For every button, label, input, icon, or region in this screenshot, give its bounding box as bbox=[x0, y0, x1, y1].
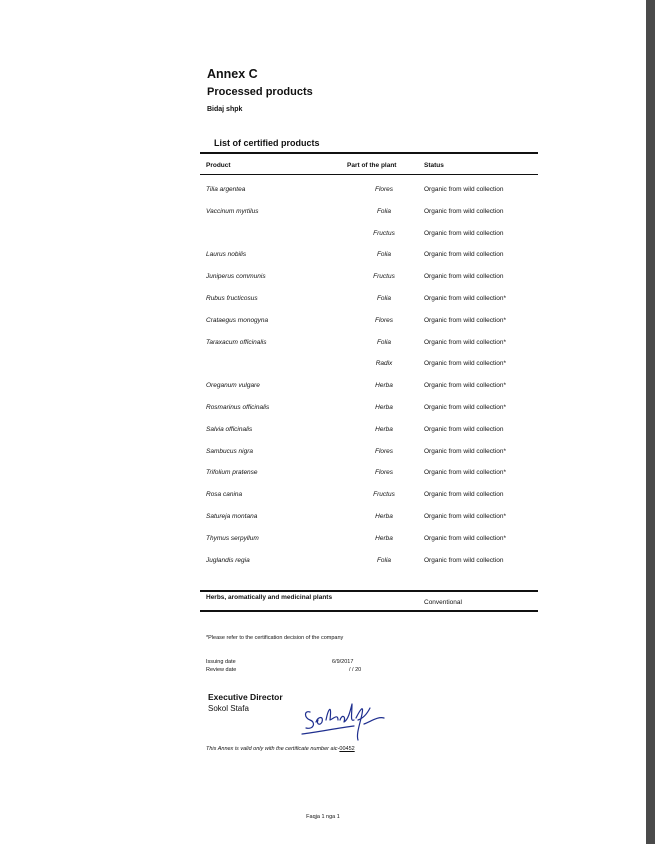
company-name: Bidaj shpk bbox=[207, 106, 243, 113]
product-cell: Rosmarinus officinalis bbox=[206, 404, 270, 411]
column-header-part: Part of the plant bbox=[347, 162, 397, 169]
status-cell: Organic from wild collection bbox=[424, 273, 504, 281]
table-row bbox=[0, 230, 655, 242]
review-date-value: / / 20 bbox=[349, 667, 362, 673]
part-cell: Fructus bbox=[373, 273, 395, 281]
table-row bbox=[0, 513, 655, 525]
status-cell: Organic from wild collection* bbox=[424, 469, 507, 477]
status-cell: Organic from wild collection bbox=[424, 425, 504, 433]
status-cell: Organic from wild collection bbox=[424, 229, 504, 237]
column-header-product: Product bbox=[206, 162, 231, 169]
part-cell: Herba bbox=[375, 404, 393, 411]
table-row bbox=[0, 208, 655, 220]
table-row bbox=[0, 382, 655, 394]
status-cell: Organic from wild collection* bbox=[424, 534, 507, 542]
product-cell: Rubus fructicosus bbox=[206, 295, 258, 302]
issuing-date-label: Issuing date bbox=[206, 659, 236, 665]
part-cell: Herba bbox=[375, 534, 393, 542]
product-cell: Juniperus communis bbox=[206, 273, 266, 281]
table-row bbox=[0, 535, 655, 547]
part-cell: Folia bbox=[376, 338, 392, 346]
issuing-date-value: 6/9/2017 bbox=[332, 659, 354, 665]
table-row bbox=[0, 339, 655, 351]
footnote: *Please refer to the certification decision of the company bbox=[206, 635, 344, 641]
table-row bbox=[0, 360, 655, 372]
product-cell: Sambucus nigra bbox=[206, 447, 253, 455]
status-cell: Organic from wild collection bbox=[424, 186, 504, 193]
product-cell: Taraxacum officinalis bbox=[206, 338, 267, 346]
product-cell: Crataegus monogyna bbox=[206, 316, 269, 324]
review-date-label: Review date bbox=[206, 667, 237, 673]
status-cell: Organic from wild collection* bbox=[424, 404, 507, 411]
part-cell: Flores bbox=[374, 447, 394, 455]
table-row bbox=[0, 557, 655, 569]
part-cell: Fructus bbox=[373, 229, 395, 237]
table-row bbox=[0, 317, 655, 329]
product-cell: Tilia argentea bbox=[206, 186, 246, 193]
part-cell: Flores bbox=[374, 469, 394, 477]
part-cell: Flores bbox=[374, 186, 394, 193]
status-cell: Organic from wild collection bbox=[424, 207, 504, 215]
table-row bbox=[0, 251, 655, 263]
summary-bottom-rule bbox=[200, 610, 538, 612]
part-cell: Fructus bbox=[373, 491, 395, 499]
table-row bbox=[0, 448, 655, 460]
column-header-status: Status bbox=[424, 162, 444, 169]
product-cell: Laurus nobilis bbox=[206, 251, 247, 259]
status-cell: Organic from wild collection bbox=[424, 491, 504, 499]
status-cell: Organic from wild collection* bbox=[424, 295, 507, 302]
status-cell: Organic from wild collection bbox=[424, 556, 504, 564]
product-cell: Thymus serpyllum bbox=[206, 534, 259, 542]
part-cell: Herba bbox=[375, 382, 393, 390]
status-cell: Organic from wild collection* bbox=[424, 360, 507, 368]
part-cell: Herba bbox=[375, 513, 393, 520]
table-row bbox=[0, 273, 655, 285]
product-cell: Trifolium pratense bbox=[206, 469, 258, 477]
list-title: List of certified products bbox=[214, 138, 320, 148]
table-row bbox=[0, 186, 655, 198]
table-row bbox=[0, 469, 655, 481]
table-row bbox=[0, 404, 655, 416]
part-cell: Folia bbox=[376, 556, 392, 564]
status-cell: Organic from wild collection* bbox=[424, 338, 507, 346]
part-cell: Herba bbox=[375, 425, 393, 433]
part-cell: Folia bbox=[376, 207, 392, 215]
signatory-role: Executive Director bbox=[208, 692, 283, 702]
part-cell: Radix bbox=[375, 360, 393, 368]
status-cell: Organic from wild collection* bbox=[424, 316, 507, 324]
product-cell: Oreganum vulgare bbox=[206, 382, 260, 390]
summary-status: Conventional bbox=[424, 599, 462, 606]
summary-top-rule bbox=[200, 590, 538, 592]
status-cell: Organic from wild collection* bbox=[424, 382, 507, 390]
product-cell: Vaccinum myrtilus bbox=[206, 207, 259, 215]
part-cell: Folia bbox=[376, 295, 392, 302]
summary-label: Herbs, aromatically and medicinal plants bbox=[206, 594, 333, 601]
status-cell: Organic from wild collection* bbox=[424, 513, 507, 520]
status-cell: Organic from wild collection bbox=[424, 251, 504, 259]
part-cell: Folia bbox=[376, 251, 392, 259]
validity-statement bbox=[206, 746, 355, 752]
table-row bbox=[0, 491, 655, 503]
signatory-name: Sokol Stafa bbox=[208, 704, 249, 713]
status-cell: Organic from wild collection* bbox=[424, 447, 507, 455]
product-cell: Juglandis regia bbox=[206, 556, 250, 564]
product-cell: Rosa canina bbox=[206, 491, 243, 499]
table-row bbox=[0, 295, 655, 307]
product-cell: Satureja montana bbox=[206, 513, 258, 520]
annex-title: Annex C bbox=[207, 67, 258, 81]
table-row bbox=[0, 426, 655, 438]
handwritten-signature bbox=[298, 690, 388, 742]
annex-subtitle: Processed products bbox=[207, 86, 313, 98]
page-number: Faqja 1 nga 1 bbox=[306, 814, 340, 820]
validity-text: This Annex is valid only with the certificate number aic- bbox=[206, 746, 340, 752]
product-cell: Salvia officinalis bbox=[206, 425, 253, 433]
part-cell: Flores bbox=[374, 316, 394, 324]
certificate-number: 00452 bbox=[339, 746, 355, 752]
